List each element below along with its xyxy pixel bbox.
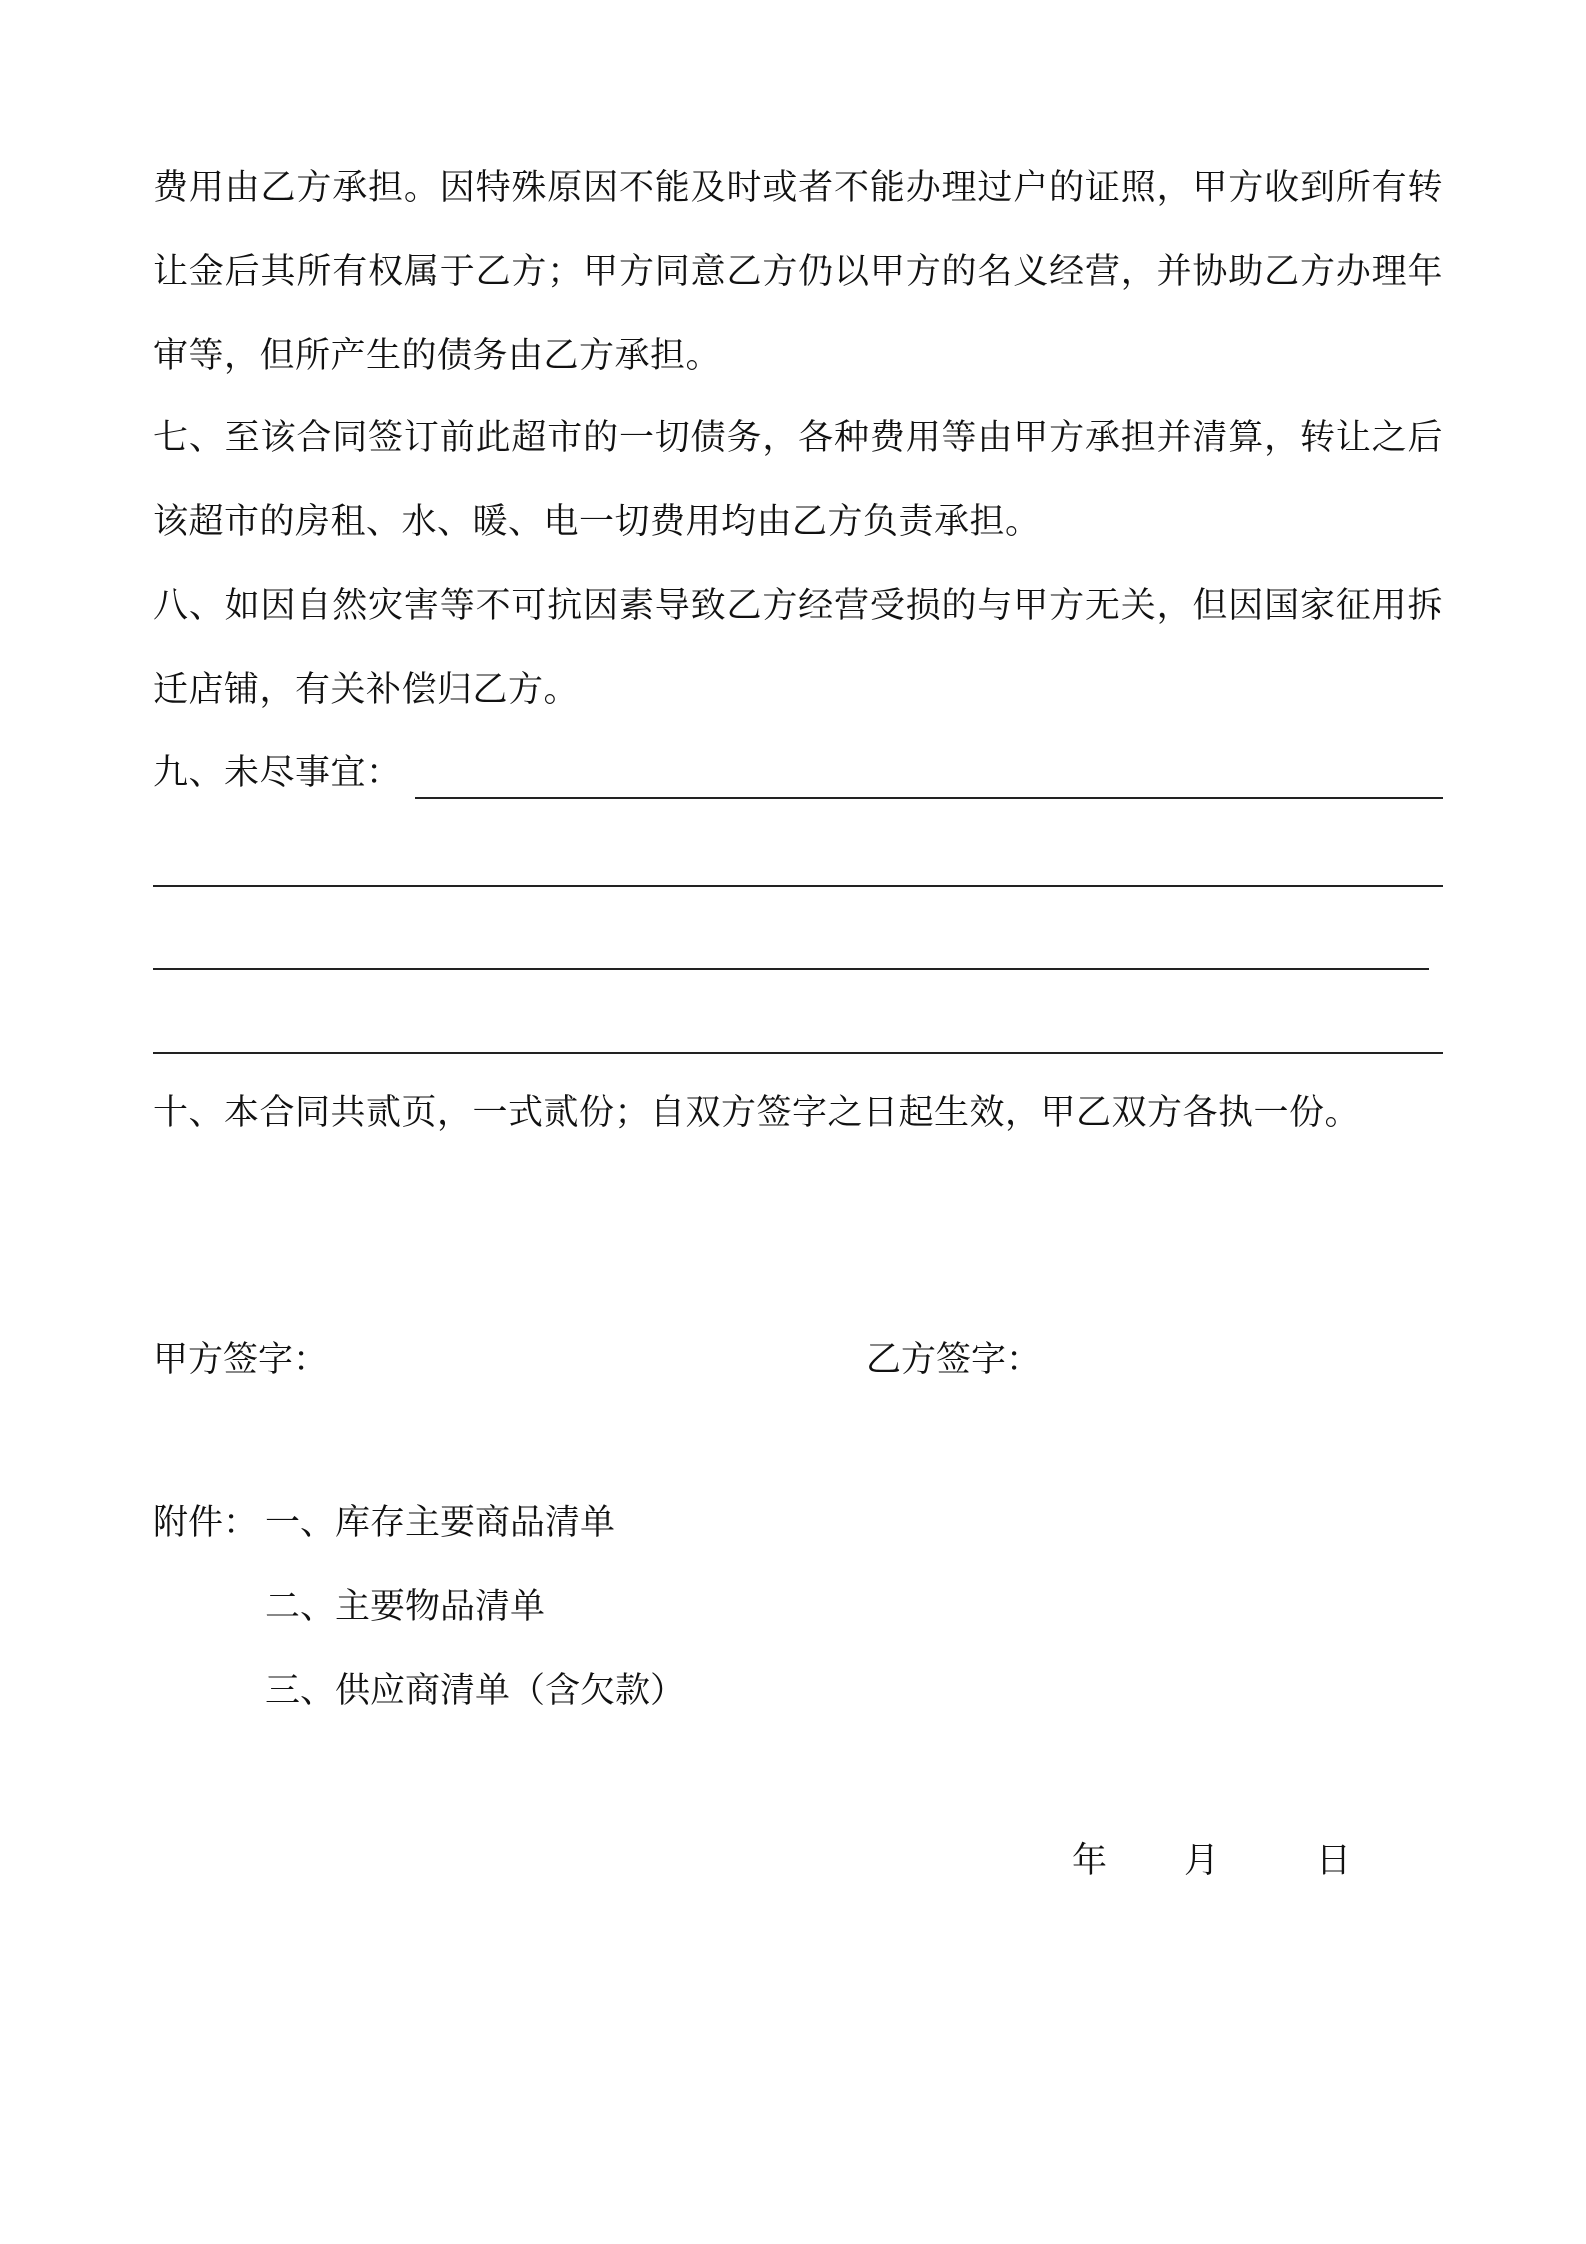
blank-line-4	[153, 1052, 1443, 1054]
party-a-signature-label: 甲方签字：	[153, 1340, 329, 1380]
date-month: 月	[1184, 1841, 1220, 1881]
blank-line-2	[153, 885, 1443, 887]
attachment-item-1: 一、库存主要商品清单	[265, 1503, 616, 1543]
date-year: 年	[1072, 1841, 1108, 1881]
attachment-item-3: 三、供应商清单（含欠款）	[265, 1671, 686, 1711]
date-day: 日	[1316, 1841, 1352, 1881]
blank-line-1	[415, 797, 1443, 799]
blank-line-3	[153, 968, 1429, 970]
clause-nine-label: 九、未尽事宜：	[153, 753, 402, 793]
attachments-label: 附件：	[153, 1503, 259, 1543]
attachment-item-2: 二、主要物品清单	[265, 1587, 546, 1627]
clause-ten: 十、本合同共贰页，一式贰份；自双方签字之日起生效，甲乙双方各执一份。	[153, 1093, 1361, 1133]
clause-seven: 七、至该合同签订前此超市的一切债务，各种费用等由甲方承担并清算，转让之后该超市的房租、水、暖、电一切费用均由乙方负责承担。	[153, 418, 1443, 542]
clause-six-continued: 费用由乙方承担。因特殊原因不能及时或者不能办理过户的证照，甲方收到所有转让金后其所有权属于乙方；甲方同意乙方仍以甲方的名义经营，并协助乙方办理年审等，但所产生的债务由乙方承担。	[153, 168, 1443, 376]
clause-eight: 八、如因自然灾害等不可抗因素导致乙方经营受损的与甲方无关，但因国家征用拆迁店铺，有关补偿归乙方。	[153, 586, 1443, 710]
party-b-signature-label: 乙方签字：	[866, 1340, 1042, 1380]
